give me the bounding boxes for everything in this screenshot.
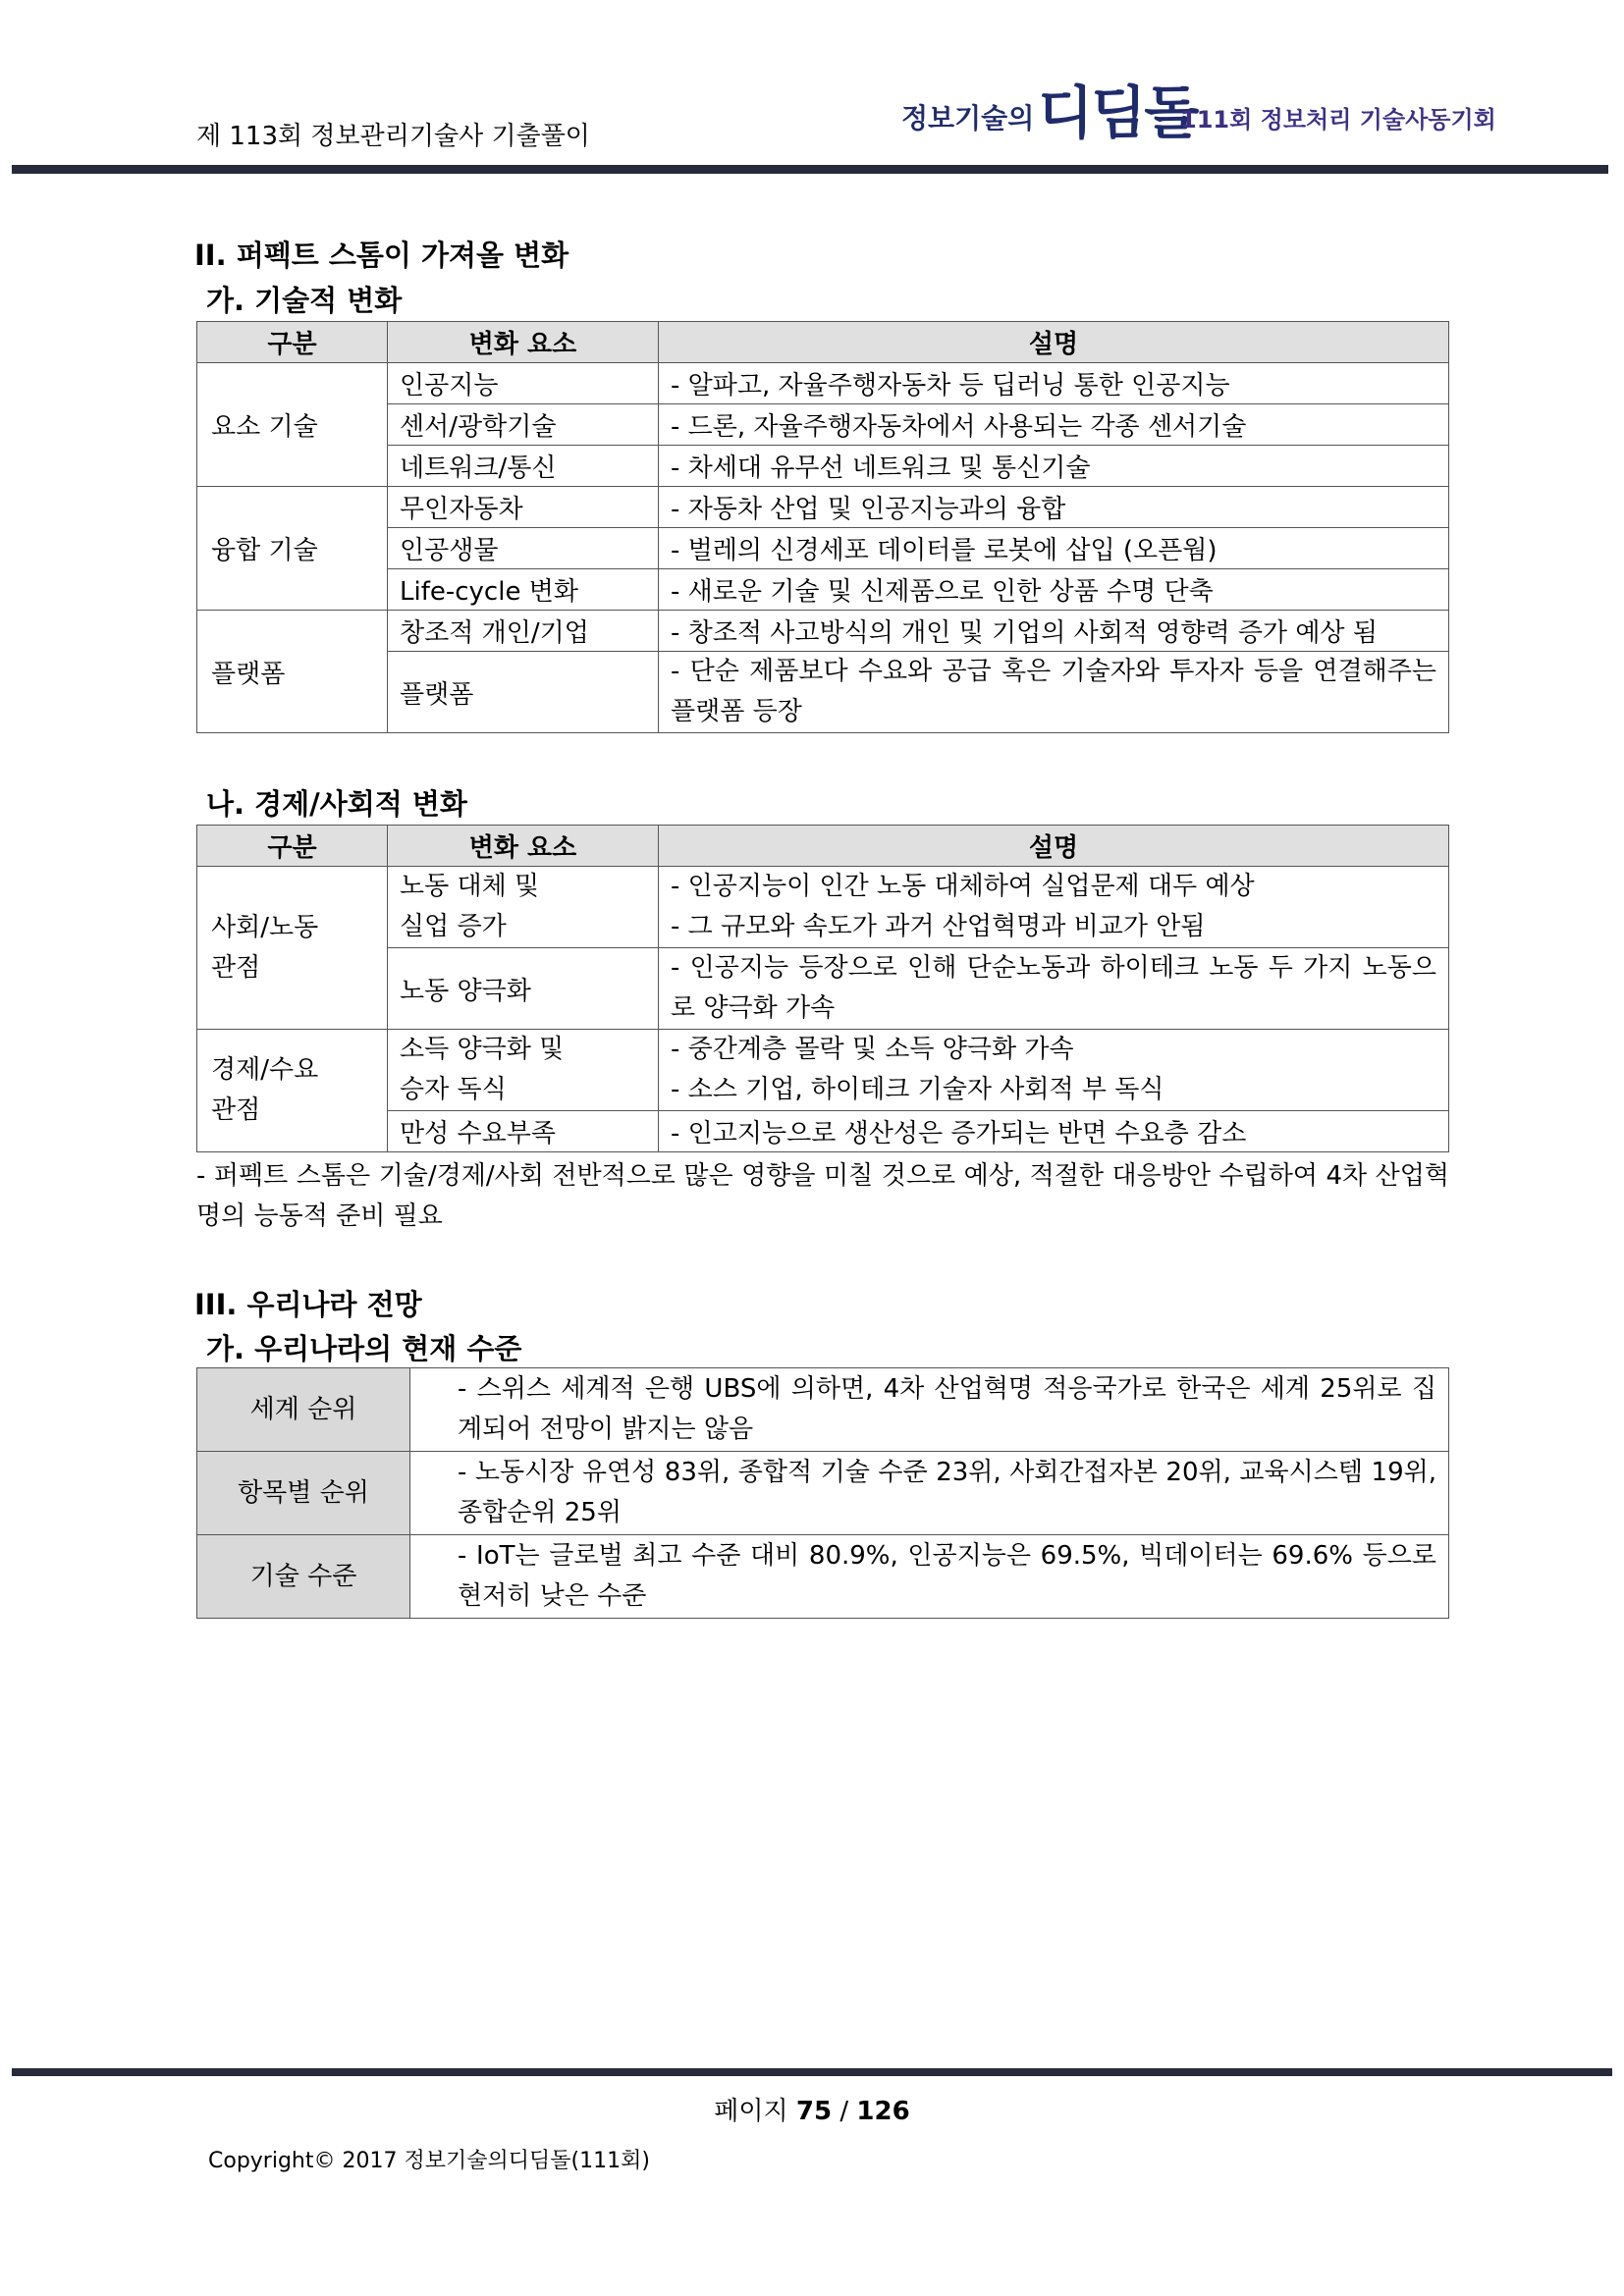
description-cell xyxy=(659,867,1449,948)
level-value-cell xyxy=(410,1368,1449,1452)
description-line: - 인공지능이 인간 노동 대체하여 실업문제 대두 예상 xyxy=(671,872,1255,901)
table-row xyxy=(197,487,1449,528)
table-row xyxy=(197,1452,1449,1535)
table-row xyxy=(197,363,1449,404)
econ-change-table xyxy=(196,825,1449,1152)
description-cell: - 단순 제품보다 수요와 공급 혹은 기술자와 투자자 등을 연결해주는 플랫폼 등장 xyxy=(659,652,1449,733)
level-label-cell: 세계 순위 xyxy=(197,1368,410,1452)
description-cell: - 인공지능 등장으로 인해 단순노동과 하이테크 노동 두 가지 노동으로 양극화 가속 xyxy=(659,948,1449,1030)
table-header-row xyxy=(197,826,1449,867)
table-row xyxy=(197,1535,1449,1619)
section-2-note: - 퍼펙트 스톰은 기술/경제/사회 전반적으로 많은 영향을 미칠 것으로 예상, 적절한 대응방안 수립하여 4차 산업혁명의 능동적 준비 필요 xyxy=(196,1161,1449,1231)
element-cell xyxy=(388,1030,659,1111)
element-cell: 인공지능 xyxy=(388,363,659,404)
header-category: 구분 xyxy=(197,322,388,363)
element-line: 소득 양극화 및 xyxy=(400,1035,565,1064)
element-line: 실업 증가 xyxy=(400,912,507,941)
current-level-table xyxy=(196,1367,1449,1619)
description-cell xyxy=(659,1030,1449,1111)
page-total: 126 xyxy=(856,2097,910,2126)
header-element: 변화 요소 xyxy=(388,826,659,867)
category-cell xyxy=(197,867,388,1030)
category-cell: 융합 기술 xyxy=(197,487,388,611)
level-label-cell: 항목별 순위 xyxy=(197,1452,410,1535)
description-line: - 중간계층 몰락 및 소득 양극화 가속 xyxy=(671,1035,1074,1064)
table-row xyxy=(197,1030,1449,1111)
category-line: 사회/노동 xyxy=(211,912,319,942)
level-value-cell xyxy=(410,1452,1449,1535)
brand-logo xyxy=(901,67,1197,149)
level-value-text: - IoT는 글로벌 최고 수준 대비 80.9%, 인공지능은 69.5%, 빅데이터는 69.6% 등으로 현저히 낮은 수준 xyxy=(458,1541,1436,1611)
element-cell xyxy=(388,867,659,948)
page-label: 페이지 xyxy=(714,2097,788,2126)
category-cell xyxy=(197,1030,388,1152)
page-separator: / xyxy=(839,2097,849,2126)
table-row xyxy=(197,1368,1449,1452)
element-cell: 인공생물 xyxy=(388,528,659,569)
level-label-cell: 기술 수준 xyxy=(197,1535,410,1619)
category-line: 관점 xyxy=(211,1095,261,1125)
level-value-text: - 스위스 세계적 은행 UBS에 의하면, 4차 산업혁명 적응국가로 한국은 세계 25위로 집계되어 전망이 밝지는 않음 xyxy=(458,1374,1436,1444)
copyright-notice: Copyright© 2017 정보기술의디딤돌(111회) xyxy=(208,2149,650,2173)
category-line: 관점 xyxy=(211,952,261,983)
document-header-title: 제 113회 정보관리기술사 기출풀이 xyxy=(196,122,590,151)
footer-divider xyxy=(12,2068,1612,2076)
table-row xyxy=(197,867,1449,948)
table-row xyxy=(197,611,1449,652)
element-cell: 센서/광학기술 xyxy=(388,404,659,446)
logo-small-text: 정보기술의 xyxy=(901,101,1035,134)
table-header-row xyxy=(197,322,1449,363)
econ-change-title: 나. 경제/사회적 변화 xyxy=(206,787,467,821)
description-cell: - 자동차 산업 및 인공지능과의 융합 xyxy=(659,487,1449,528)
element-cell: 네트워크/통신 xyxy=(388,446,659,487)
element-cell: 무인자동차 xyxy=(388,487,659,528)
description-cell: - 벌레의 신경세포 데이터를 로봇에 삽입 (오픈웜) xyxy=(659,528,1449,569)
category-line: 경제/수요 xyxy=(211,1055,319,1085)
section-3-title: III. 우리나라 전망 xyxy=(194,1288,422,1321)
section-2-title: II. 퍼펙트 스톰이 가져올 변화 xyxy=(194,239,569,272)
header-category: 구분 xyxy=(197,826,388,867)
header-description: 설명 xyxy=(659,826,1449,867)
description-cell: - 알파고, 자율주행자동차 등 딥러닝 통한 인공지능 xyxy=(659,363,1449,404)
level-value-text: - 노동시장 유연성 83위, 종합적 기술 수준 23위, 사회간접자본 20위, 교육시스템 19위, 종합순위 25위 xyxy=(458,1458,1436,1527)
description-cell: - 새로운 기술 및 신제품으로 인한 상품 수명 단축 xyxy=(659,569,1449,611)
element-cell: 노동 양극화 xyxy=(388,948,659,1030)
element-cell: Life-cycle 변화 xyxy=(388,569,659,611)
tech-change-title: 가. 기술적 변화 xyxy=(206,284,403,317)
logo-main-text: 디딤돌 xyxy=(1038,80,1198,146)
header-description: 설명 xyxy=(659,322,1449,363)
header-divider xyxy=(12,165,1608,174)
description-cell: - 차세대 유무선 네트워크 및 통신기술 xyxy=(659,446,1449,487)
element-cell: 만성 수요부족 xyxy=(388,1111,659,1152)
page-current: 75 xyxy=(795,2097,833,2126)
element-line: 노동 대체 및 xyxy=(400,872,540,901)
logo-subtitle: 111회 정보처리 기술사동기회 xyxy=(1180,106,1496,133)
description-line: - 그 규모와 속도가 과거 산업혁명과 비교가 안됨 xyxy=(671,912,1206,941)
current-level-title: 가. 우리나라의 현재 수준 xyxy=(206,1332,522,1365)
element-cell: 창조적 개인/기업 xyxy=(388,611,659,652)
description-cell: - 인고지능으로 생산성은 증가되는 반면 수요층 감소 xyxy=(659,1111,1449,1152)
level-value-cell xyxy=(410,1535,1449,1619)
header-element: 변화 요소 xyxy=(388,322,659,363)
description-cell: - 드론, 자율주행자동차에서 사용되는 각종 센서기술 xyxy=(659,404,1449,446)
category-cell: 플랫폼 xyxy=(197,611,388,733)
tech-change-table xyxy=(196,321,1449,733)
element-cell: 플랫폼 xyxy=(388,652,659,733)
description-line: - 소스 기업, 하이테크 기술자 사회적 부 독식 xyxy=(671,1075,1164,1104)
element-line: 승자 독식 xyxy=(400,1075,507,1104)
description-cell: - 창조적 사고방식의 개인 및 기업의 사회적 영향력 증가 예상 됨 xyxy=(659,611,1449,652)
page-number xyxy=(0,2091,1624,2127)
category-cell: 요소 기술 xyxy=(197,363,388,487)
